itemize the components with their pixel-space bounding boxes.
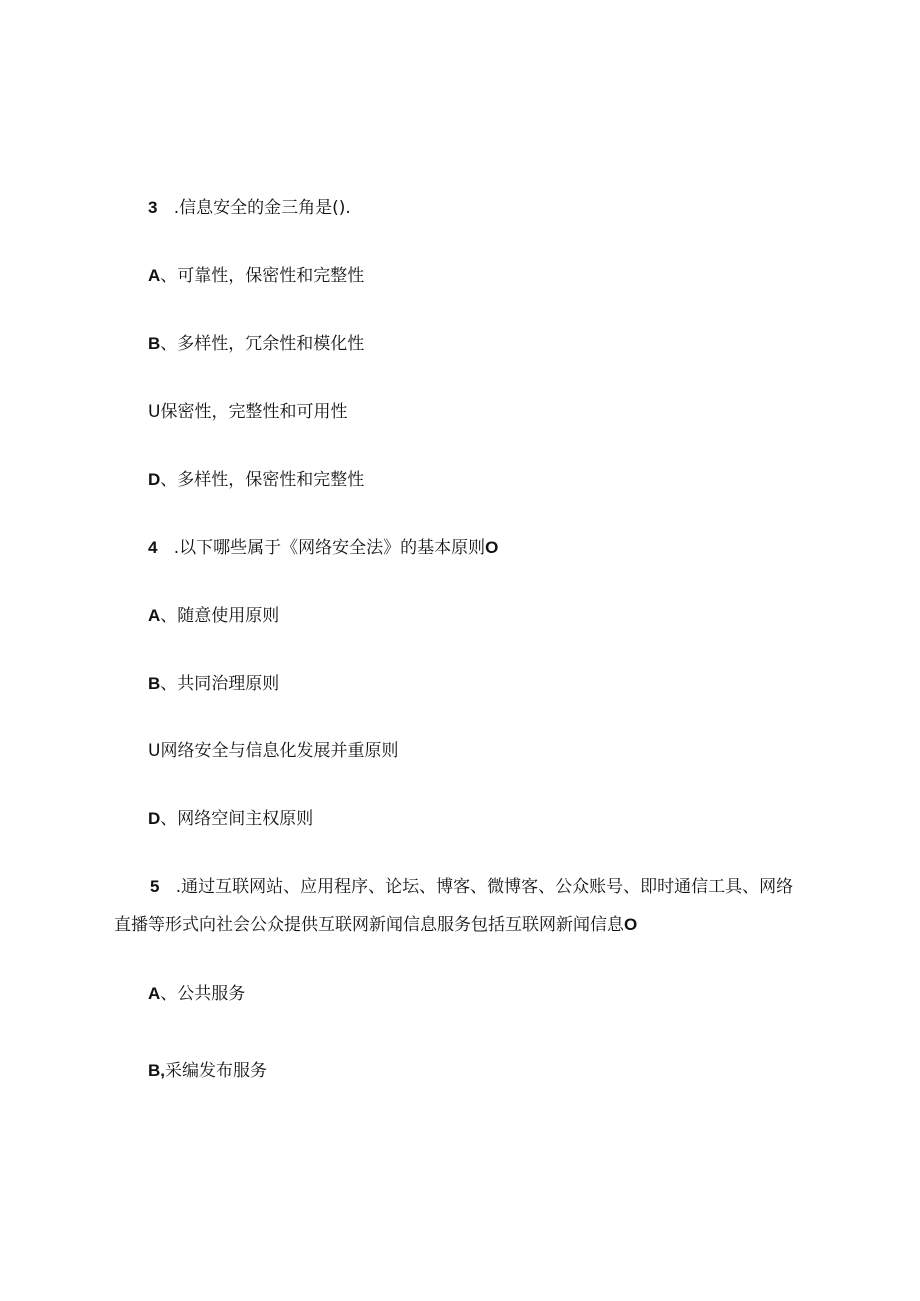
option-letter: B xyxy=(148,334,161,353)
option-separator: 、 xyxy=(160,984,178,1004)
option-c xyxy=(148,740,398,762)
option-a xyxy=(148,605,279,627)
option-text: 多样性，保密性和完整性 xyxy=(177,470,365,490)
option-text: 共同治理原则 xyxy=(177,674,280,694)
option-b xyxy=(148,1060,267,1082)
question-number: 4 xyxy=(148,538,158,557)
option-d xyxy=(148,469,364,491)
question-3-stem xyxy=(148,197,351,219)
question-number: 3 xyxy=(148,198,158,217)
option-letter: A xyxy=(148,266,161,285)
option-c xyxy=(148,401,347,423)
option-letter: A xyxy=(148,984,161,1003)
question-5-stem xyxy=(150,876,793,898)
option-separator: 、 xyxy=(160,674,178,694)
option-separator: 、 xyxy=(160,334,178,354)
option-a xyxy=(148,265,364,287)
option-separator: 、 xyxy=(160,470,178,490)
option-text: 采编发布服务 xyxy=(165,1061,267,1081)
option-separator: 、 xyxy=(160,266,178,286)
option-d xyxy=(148,808,313,830)
option-letter: A xyxy=(148,606,161,625)
option-separator: 、 xyxy=(160,606,178,626)
option-text: 保密性，完整性和可用性 xyxy=(160,402,348,422)
option-text: 网络安全与信息化发展并重原则 xyxy=(160,741,399,761)
option-b xyxy=(148,333,364,355)
option-letter: D xyxy=(148,809,161,828)
question-text: .信息安全的金三角是(). xyxy=(173,198,351,218)
option-letter: U xyxy=(148,402,161,422)
question-5-stem-continued xyxy=(114,914,637,936)
option-letter: D xyxy=(148,470,161,489)
question-text-line2: 直播等形式向社会公众提供互联网新闻信息服务包括互联网新闻信息 xyxy=(114,915,624,935)
question-number: 5 xyxy=(150,877,160,896)
option-text: 网络空间主权原则 xyxy=(177,809,314,829)
option-text: 可靠性，保密性和完整性 xyxy=(177,266,365,286)
option-a xyxy=(148,983,245,1005)
option-separator: 、 xyxy=(160,809,178,829)
option-text: 随意使用原则 xyxy=(177,606,280,626)
question-end-mark: O xyxy=(485,538,499,557)
option-letter: U xyxy=(148,741,161,761)
question-end-mark: O xyxy=(624,915,638,934)
question-text: .通过互联网站、应用程序、论坛、博客、微博客、公众账号、即时通信工具、网络 xyxy=(175,877,794,897)
option-letter: B, xyxy=(148,1061,165,1080)
option-text: 公共服务 xyxy=(177,984,246,1004)
option-b xyxy=(148,673,279,695)
question-4-stem xyxy=(148,537,498,559)
option-text: 多样性，冗余性和模化性 xyxy=(177,334,365,354)
option-letter: B xyxy=(148,674,161,693)
question-text: .以下哪些属于《网络安全法》的基本原则 xyxy=(173,538,486,558)
